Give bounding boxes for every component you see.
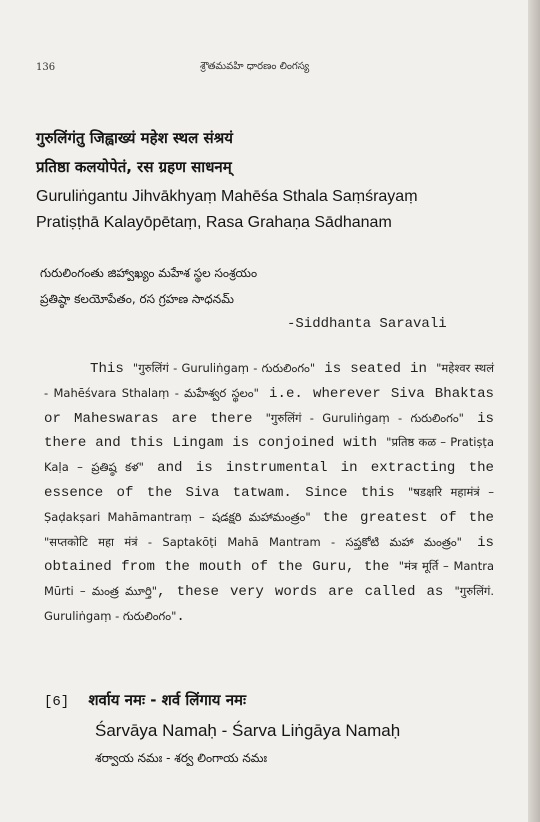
source-attribution: -Siddhanta Saravali <box>287 316 447 332</box>
term-mantra-murti: "मंत्र मूर्ति – Mantra Mūrti – మంత్ర మూర్తి" <box>44 559 494 599</box>
paragraph-text: . <box>176 608 185 625</box>
paragraph-text: is there and this Lingam is conjoined with <box>44 410 494 452</box>
paragraph-text: i.e. wherever Siva Bhaktas or Maheswaras are there <box>44 385 494 427</box>
verse-line <box>44 690 246 710</box>
verse-telugu: శర్వాయ నమః - శర్వ లింగాయ నమః <box>95 751 267 765</box>
heading-sanskrit-line-1: गुरुलिंगंतु जिह्वाख्यं महेश स्थल संश्रयं <box>36 129 233 147</box>
heading-telugu-line-1: గురులింగంతు జిహ్వాఖ్యం మహేశ స్థల సంశ్రయం <box>40 266 258 280</box>
term-saptakoti-maha-mantram: "सप्तकोटि महा मंत्रं - Saptakōṭi Mahā Mantram - సప్తకోటి మహా మంత్రం" <box>44 534 462 549</box>
heading-transliteration-line-1: Guruliṅgantu Jihvākhyaṃ Mahēśa Sthala Saṃśrayaṃ <box>36 188 418 205</box>
paragraph-text: and is instrumental in extracting the essence of the Siva tatwam. Since this <box>44 460 494 501</box>
verse-sanskrit: शर्वाय नमः - शर्व लिंगाय नमः <box>88 691 247 709</box>
term-gurulingam: "गुरुलिंगं. Guruliṅgaṃ - గురులింగం" <box>44 584 494 623</box>
paragraph-text: is seated in <box>315 361 437 377</box>
term-sadaksari-mahamantram: "षडक्षरि महामंत्रं – Ṣaḍakṣari Mahāmantraṃ – షడక్షరి మహామంత్రం" <box>44 484 494 524</box>
running-title: శ్రౌతమవహి ధారణం లింగస్య <box>200 61 310 72</box>
heading-telugu-line-2: ప్రతిష్ఠా కలయోపేతం, రస గ్రహణ సాధనమ్ <box>40 292 234 306</box>
paragraph-text: is obtained from the mouth of the Guru, the <box>44 534 495 576</box>
page-edge <box>528 0 540 822</box>
paragraph-text: , these very words are called as <box>157 584 455 601</box>
heading-sanskrit-line-2: प्रतिष्ठा कलयोपेतं, रस ग्रहण साधनम् <box>36 158 232 176</box>
paragraph-text: This <box>90 361 133 377</box>
term-gurulingam: "गुरुलिंगं - Guruliṅgaṃ - గురులింగం" <box>265 410 464 425</box>
term-maheswara-sthalam: "महेश्वर स्थलं - Mahēśvara Sthalaṃ - మహేశ్వర స్థలం" <box>44 361 494 400</box>
verse-number: [6] <box>44 694 70 710</box>
verse-transliteration: Śarvāya Namaḥ - Śarva Liṅgāya Namaḥ <box>95 721 401 740</box>
term-pratista-kala: "प्रतिष्ठ कळ – Pratiṣṭa Kaḷa – ప్రతిష్ఠ కళ" <box>44 435 494 475</box>
paragraph-text: the greatest of the <box>310 509 494 526</box>
term-gurulingam: "गुरुलिंगं - Guruliṅgaṃ - గురులింగం" <box>132 361 316 375</box>
page-number: 136 <box>36 62 56 73</box>
heading-transliteration-line-2: Pratiṣṭhā Kalayōpētaṃ, Rasa Grahaṇa Sādhanam <box>36 214 392 231</box>
explanation-paragraph <box>44 357 494 630</box>
